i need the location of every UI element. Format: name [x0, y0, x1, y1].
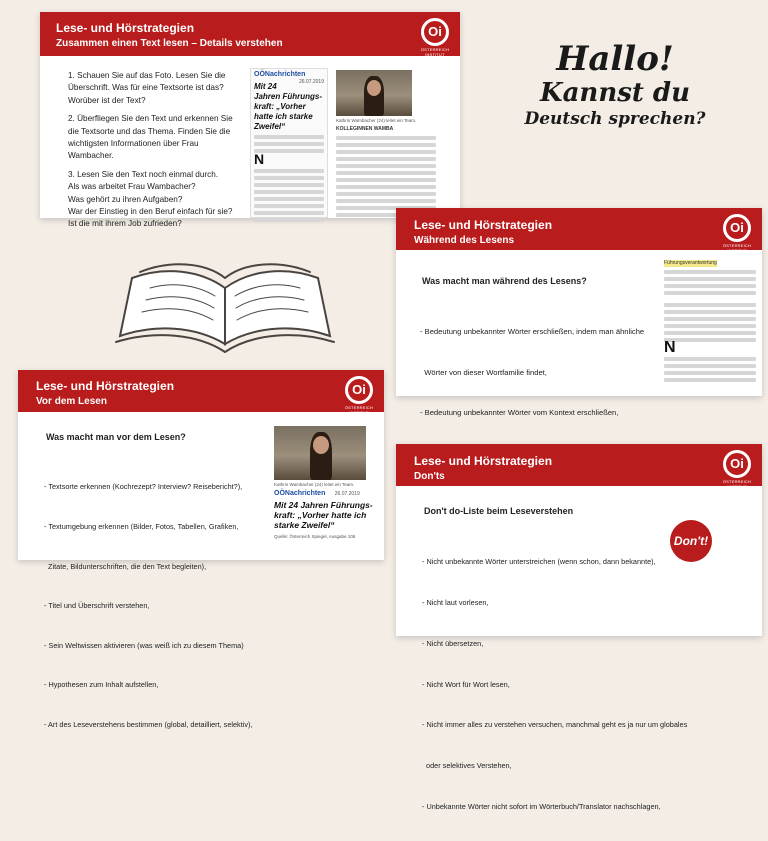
slide-question: Was macht man vor dem Lesen? — [46, 432, 186, 442]
slide-question: Don't do-Liste beim Leseverstehen — [424, 506, 574, 516]
newspaper-clipping — [250, 68, 328, 218]
hallo-line-3: Deutsch sprechen? — [524, 109, 706, 129]
newspaper-headline: Mit 24 Jahren Führungs-kraft: „Vorher hatte ich starke Zweifel“ — [274, 500, 373, 530]
dont-item: - Nicht immer alles zu verstehen versuchen, manchmal geht es ja nur um globales — [422, 720, 688, 730]
article-section: KOLLEGINNEN WAMBA — [336, 126, 394, 132]
oesterreich-institut-logo: Oi ÖSTERREICH INSTITUT — [722, 450, 752, 489]
slide-question: Was macht man während des Lesens? — [422, 276, 587, 286]
slide-header — [40, 12, 460, 56]
portrait-photo — [274, 426, 366, 480]
strategy-item: - Textsorte erkennen (Kochrezept? Interview? Reisebericht?), — [44, 482, 243, 492]
slide-title: Lese- und Hörstrategien — [414, 218, 553, 232]
task-line: 3. Lesen Sie den Text noch einmal durch. — [68, 169, 219, 179]
hallo-line-1: Hallo! — [556, 39, 674, 79]
task-list — [68, 70, 268, 231]
task-line: Was gehört zu ihren Aufgaben? — [68, 194, 183, 204]
slide-title: Lese- und Hörstrategien — [414, 454, 553, 468]
slide-subtitle: Don'ts — [414, 471, 445, 482]
portrait-photo — [336, 70, 412, 116]
strategy-list — [44, 454, 284, 758]
photo-caption: Kathrin Wambacher (24) leitet ein Team. — [336, 118, 417, 123]
article-excerpt — [664, 260, 756, 390]
strategy-item: - Bedeutung unbekannter Wörter erschließen, indem man ähnliche — [420, 327, 645, 336]
task-line: Als was arbeitet Frau Wambacher? — [68, 182, 196, 192]
article-initial: N — [664, 338, 676, 356]
article-column — [336, 126, 436, 218]
dont-item: oder selektives Verstehen, — [422, 761, 512, 771]
slide-subtitle: Zusammen einen Text lesen – Details verstehen — [56, 38, 283, 49]
slide-subtitle: Vor dem Lesen — [36, 396, 107, 407]
strategy-item: - Art des Leseverstehens bestimmen (global, detailliert, selektiv), — [44, 720, 253, 730]
dont-badge: Don't! — [670, 520, 712, 562]
slide-header — [396, 444, 762, 489]
strategy-item: Wörter von dieser Wortfamilie findet, — [420, 367, 547, 377]
task-line: wichtigsten Informationen über Frau — [68, 139, 199, 149]
strategy-item: Zitate, Bildunterschriften, die den Text begleiten), — [44, 561, 207, 571]
strategy-item: - Sein Weltwissen aktivieren (was weiß ich zu diesem Thema) — [44, 640, 244, 650]
slide-vor-dem-lesen — [18, 370, 384, 730]
newspaper-source: Quelle: Österreich Spiegel, Ausgabe 105 — [274, 534, 356, 539]
newspaper-headline: Mit 24 Jahren Führungs-kraft: „Vorher hatte ich starke Zweifel“ — [254, 81, 323, 131]
slide-header — [396, 208, 762, 253]
task-line: die Textsorte und das Thema. Finden Sie die — [68, 126, 231, 136]
article-initial: N — [254, 150, 265, 167]
newspaper-date: 26.07.2019 — [298, 78, 324, 85]
oesterreich-institut-logo: Oi ÖSTERREICH INSTITUT — [722, 214, 752, 253]
dont-list — [422, 528, 752, 841]
slide-subtitle: Während des Lesens — [414, 235, 515, 246]
hallo-line-2: Kannst du — [539, 78, 691, 108]
strategy-item: - Bedeutung unbekannter Wörter vom Kontext erschließen, — [420, 408, 619, 417]
slide-waehrend-des-lesens — [396, 208, 762, 417]
slide-header — [18, 370, 384, 415]
slide-title: Lese- und Hörstrategien — [56, 21, 195, 35]
newspaper-date: 26.07.2019 — [334, 491, 360, 497]
task-line: Überschrift. Was für eine Textsorte ist das? — [68, 83, 224, 93]
photo-caption: Kathrin Wambacher (24) leitet ein Team. — [274, 482, 355, 487]
highlighted-word: Führungsverantwortung — [664, 260, 717, 266]
task-line: 1. Schauen Sie auf das Foto. Lesen Sie die — [68, 71, 226, 80]
newspaper-clipping — [274, 490, 374, 550]
newspaper-brand: OÖNachrichten — [274, 490, 326, 497]
strategy-item: - Titel und Überschrift verstehen, — [44, 601, 150, 611]
slide-title: Lese- und Hörstrategien — [36, 379, 175, 393]
dont-item: - Nicht Wort für Wort lesen, — [422, 679, 510, 689]
dont-item: - Unbekannte Wörter nicht sofort im Wörterbuch/Translator nachschlagen, — [422, 801, 661, 811]
task-line: Worüber ist der Text? — [68, 95, 146, 105]
task-line: 2. Überfliegen Sie den Text und erkennen Sie — [68, 114, 233, 124]
dont-item: - Nicht übersetzen, — [422, 638, 484, 648]
oesterreich-institut-logo: Oi ÖSTERREICH INSTITUT — [420, 18, 450, 57]
hallo-lettering — [505, 40, 725, 130]
oesterreich-institut-logo: Oi ÖSTERREICH INSTITUT — [344, 376, 374, 415]
strategy-item: - Textumgebung erkennen (Bilder, Fotos, Tabellen, Grafiken, — [44, 522, 239, 532]
newspaper-brand: OÖNachrichten — [254, 71, 306, 78]
slide-donts — [396, 444, 762, 811]
task-line: Ist die mit ihrem Job zufrieden? — [68, 219, 182, 229]
task-line: Wambacher. — [68, 151, 114, 161]
open-book-icon — [110, 248, 340, 358]
slide-details-verstehen — [40, 12, 460, 229]
dont-item: - Nicht laut vorlesen, — [422, 597, 489, 607]
task-line: War der Einstieg in den Beruf einfach für sie? — [68, 207, 233, 217]
strategy-item: - Hypothesen zum Inhalt aufstellen, — [44, 680, 159, 690]
dont-item: - Nicht unbekannte Wörter unterstreichen (wenn schon, dann bekannte), — [422, 557, 656, 567]
